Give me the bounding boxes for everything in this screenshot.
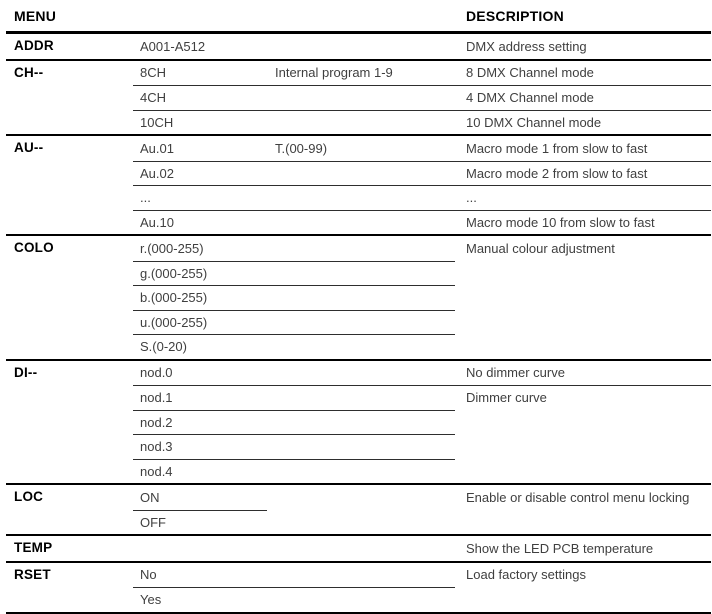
description-cell: 8 DMX Channel mode: [466, 65, 594, 81]
menu-cell: CH--: [14, 64, 44, 80]
value-cell: 10CH: [140, 114, 174, 130]
note-cell: [267, 286, 455, 310]
note-cell: [267, 186, 455, 210]
value-cell: nod.1: [140, 390, 173, 406]
note-cell: [267, 588, 455, 612]
section-colo: [6, 234, 711, 359]
table-row: [133, 334, 711, 359]
description-cell: [455, 587, 711, 612]
menu-cell: TEMP: [14, 540, 53, 555]
section-temp: [6, 534, 711, 561]
table-row: [133, 236, 711, 261]
section-au: [6, 134, 711, 234]
description-cell: [455, 434, 711, 459]
note-cell: [267, 236, 455, 261]
note-cell: [267, 211, 455, 235]
table-row: [133, 110, 711, 135]
note-cell: [267, 510, 455, 535]
description-cell: Load factory settings: [466, 567, 586, 583]
table-row: [133, 361, 711, 386]
section-rset: [6, 561, 711, 612]
value-cell: No: [140, 567, 157, 583]
note-cell: [267, 262, 455, 286]
value-cell: b.(000-255): [140, 290, 208, 306]
table-row: [133, 434, 711, 459]
value-cell: 4CH: [140, 90, 167, 106]
menu-cell: LOC: [14, 489, 44, 504]
menu-cell: RSET: [14, 566, 51, 582]
description-cell: [455, 334, 711, 359]
description-cell: [455, 285, 711, 310]
note-cell: [267, 311, 455, 335]
description-column-header: DESCRIPTION: [466, 7, 564, 24]
note-cell: T.(00-99): [275, 140, 328, 156]
table-row: [133, 161, 711, 186]
note-cell: [267, 485, 455, 510]
value-cell: ...: [140, 190, 151, 206]
note-cell: [267, 563, 455, 588]
note-cell: [267, 34, 455, 59]
menu-cell: COLO: [14, 240, 54, 255]
note-cell: [267, 386, 455, 410]
table-row: [133, 285, 711, 310]
value-cell: nod.0: [140, 365, 173, 381]
table-row: [133, 459, 711, 484]
table-row: [133, 185, 711, 210]
value-cell: Au.10: [140, 214, 174, 230]
description-cell: Macro mode 2 from slow to fast: [466, 165, 648, 181]
value-cell: nod.4: [140, 463, 173, 479]
table-row: [133, 34, 711, 59]
table-row: [133, 385, 711, 410]
value-cell: S.(0-20): [140, 339, 187, 355]
note-cell: [267, 335, 455, 359]
section-addr: [6, 34, 711, 59]
table-row: [133, 210, 711, 235]
description-cell: Enable or disable control menu locking: [466, 489, 690, 505]
note-cell: Internal program 1-9: [275, 65, 393, 81]
description-cell: Dimmer curve: [466, 390, 547, 406]
table-row: [133, 536, 711, 561]
table-header-row: [6, 0, 711, 34]
menu-cell: ADDR: [14, 38, 54, 53]
table-row: [133, 587, 711, 612]
value-cell: OFF: [133, 510, 267, 535]
table-row: [133, 485, 711, 510]
description-cell: 4 DMX Channel mode: [466, 90, 594, 106]
note-cell: [267, 460, 455, 484]
menu-column-header: MENU: [14, 7, 57, 24]
note-cell: [267, 536, 455, 561]
description-cell: Show the LED PCB temperature: [466, 540, 654, 556]
note-cell: [267, 435, 455, 459]
description-cell: [455, 261, 711, 286]
menu-table: [6, 0, 711, 614]
value-cell: r.(000-255): [140, 240, 204, 256]
table-row: [133, 61, 711, 86]
table-row: [133, 136, 711, 161]
table-row: [133, 85, 711, 110]
value-cell: ON: [140, 489, 160, 505]
description-cell: [455, 459, 711, 484]
section-loc: [6, 483, 711, 534]
note-cell: [267, 111, 455, 135]
value-cell: nod.3: [140, 439, 173, 455]
note-cell: [267, 86, 455, 110]
value-cell: [133, 536, 267, 561]
table-row: [133, 410, 711, 435]
description-cell: Macro mode 1 from slow to fast: [466, 140, 648, 156]
description-cell: [455, 310, 711, 335]
value-cell: A001-A512: [140, 38, 206, 54]
description-cell: No dimmer curve: [466, 365, 565, 381]
description-cell: Macro mode 10 from slow to fast: [466, 214, 655, 230]
value-cell: g.(000-255): [140, 265, 208, 281]
description-cell: [455, 510, 711, 535]
menu-cell: AU--: [14, 140, 44, 155]
note-cell: [267, 361, 455, 386]
value-cell: 8CH: [140, 65, 167, 81]
description-cell: 10 DMX Channel mode: [466, 114, 602, 130]
description-cell: DMX address setting: [466, 38, 587, 54]
note-cell: [267, 411, 455, 435]
description-cell: ...: [466, 190, 477, 206]
table-row: [133, 510, 711, 535]
value-cell: Au.01: [140, 140, 174, 156]
menu-cell: DI--: [14, 364, 38, 380]
value-cell: u.(000-255): [140, 314, 208, 330]
value-cell: nod.2: [140, 414, 173, 430]
value-cell: Yes: [140, 592, 162, 608]
description-cell: [455, 410, 711, 435]
table-row: [133, 563, 711, 588]
note-cell: [267, 162, 455, 186]
table-row: [133, 261, 711, 286]
value-cell: Au.02: [140, 165, 174, 181]
section-di: [6, 359, 711, 484]
section-ch: [6, 59, 711, 135]
table-row: [133, 310, 711, 335]
description-cell: Manual colour adjustment: [466, 240, 615, 256]
